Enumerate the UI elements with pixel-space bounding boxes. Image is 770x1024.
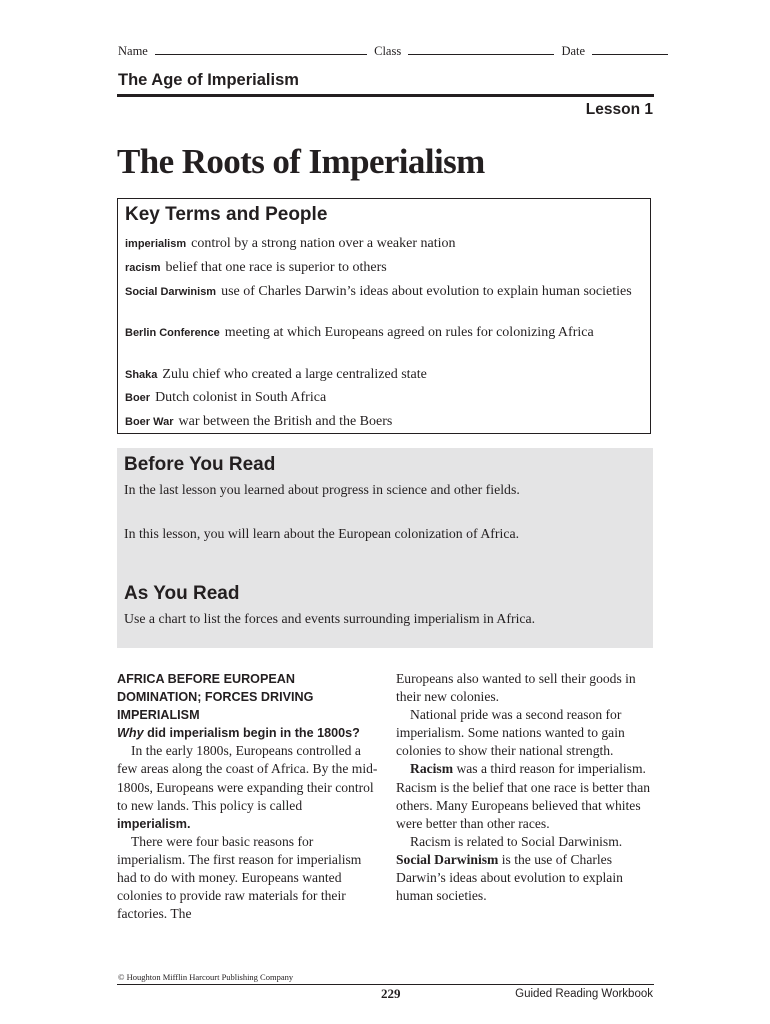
date-label: Date — [561, 44, 586, 58]
left-paragraph-2: There were four basic reasons for imperialism. The first reason for imperialism had to do with money. Europeans wanted colonies to provide raw materials for their factories. The — [117, 833, 362, 922]
workbook-title: Guided Reading Workbook — [515, 988, 653, 1000]
copyright-notice: © Houghton Mifflin Harcourt Publishing Company — [118, 972, 294, 982]
section-heading: AFRICA BEFORE EUROPEAN DOMINATION; FORCES DRIVING IMPERIALISM — [117, 672, 314, 723]
term-word: racism — [125, 262, 161, 274]
before-you-read-para1: In the last lesson you learned about progress in science and other fields. — [124, 482, 520, 497]
term-definition: war between the British and the Boers — [178, 414, 393, 429]
as-you-read-heading: As You Read — [124, 583, 240, 604]
term-definition: use of Charles Darwin’s ideas about evolution to explain human societies — [221, 284, 632, 299]
term-word: Social Darwinism — [125, 286, 217, 298]
left-column — [117, 670, 379, 923]
name-blank — [155, 44, 367, 55]
term-social-darwinism — [125, 283, 656, 301]
term-definition: control by a strong nation over a weaker nation — [191, 236, 456, 251]
lesson-title: The Roots of Imperialism — [117, 142, 485, 181]
term-definition: meeting at which Europeans agreed on rules for colonizing Africa — [224, 325, 594, 340]
term-word: imperialism — [125, 238, 187, 250]
right-paragraph-3 — [396, 760, 658, 832]
lesson-label: Lesson 1 — [585, 101, 653, 118]
term-boer — [125, 389, 656, 407]
term-definition: belief that one race is superior to others — [165, 260, 387, 275]
term-word: Boer War — [125, 416, 174, 428]
left-p1-term: imperialism. — [117, 816, 191, 831]
term-word: Shaka — [125, 369, 158, 381]
as-you-read-para: Use a chart to list the forces and events surrounding imperialism in Africa. — [124, 611, 536, 626]
right-paragraph-4 — [396, 833, 658, 905]
date-blank — [592, 44, 668, 55]
page-number: 229 — [381, 986, 401, 1001]
before-you-read-heading: Before You Read — [124, 454, 276, 475]
term-word: Berlin Conference — [125, 327, 220, 339]
right-paragraph-1: Europeans also wanted to sell their goods in their new colonies. — [396, 671, 636, 705]
term-definition: Zulu chief who created a large centralized state — [162, 367, 427, 382]
class-label: Class — [374, 44, 402, 58]
term-boer-war — [125, 413, 656, 431]
right-column — [396, 670, 658, 905]
before-you-read-para2: In this lesson, you will learn about the European colonization of Africa. — [124, 526, 520, 541]
racism-term: Racism — [410, 761, 454, 777]
unit-title: The Age of Imperialism — [118, 71, 299, 89]
term-racism — [125, 259, 656, 277]
term-berlin-conference — [125, 324, 656, 342]
footer-rule — [117, 984, 654, 985]
question-lead: Why — [117, 726, 144, 741]
question-rest: did imperialism begin in the 1800s? — [143, 726, 360, 741]
class-blank — [408, 44, 554, 55]
term-imperialism — [125, 235, 656, 253]
right-p3-text: was a third reason for imperialism. Racism is the belief that one race is better than others. Many Europeans believed that whites were better than other races. — [396, 761, 651, 831]
guiding-question — [117, 724, 379, 742]
social-darwinism-term: Social Darwinism — [396, 851, 499, 867]
term-definition: Dutch colonist in South Africa — [155, 390, 327, 405]
unit-rule — [117, 94, 654, 97]
key-terms-heading: Key Terms and People — [125, 204, 328, 225]
header-fields — [118, 44, 658, 59]
reading-guide-box — [117, 448, 653, 648]
term-word: Boer — [125, 392, 151, 404]
left-paragraph-1 — [117, 742, 379, 832]
term-shaka — [125, 366, 656, 384]
right-paragraph-2: National pride was a second reason for imperialism. Some nations wanted to gain colonies to show their national strength. — [396, 707, 625, 759]
right-p4-start: Racism is related to Social Darwinism. — [410, 833, 623, 849]
name-label: Name — [118, 44, 148, 58]
right-p4-rest: is the use of Charles Darwin’s ideas about evolution to explain human societies. — [396, 851, 623, 904]
key-terms-box — [117, 198, 651, 434]
left-p1-text: In the early 1800s, Europeans controlled a few areas along the coast of Africa. By the mid-1800s, Europeans were expanding their control to new lands. This policy is called — [117, 743, 378, 813]
